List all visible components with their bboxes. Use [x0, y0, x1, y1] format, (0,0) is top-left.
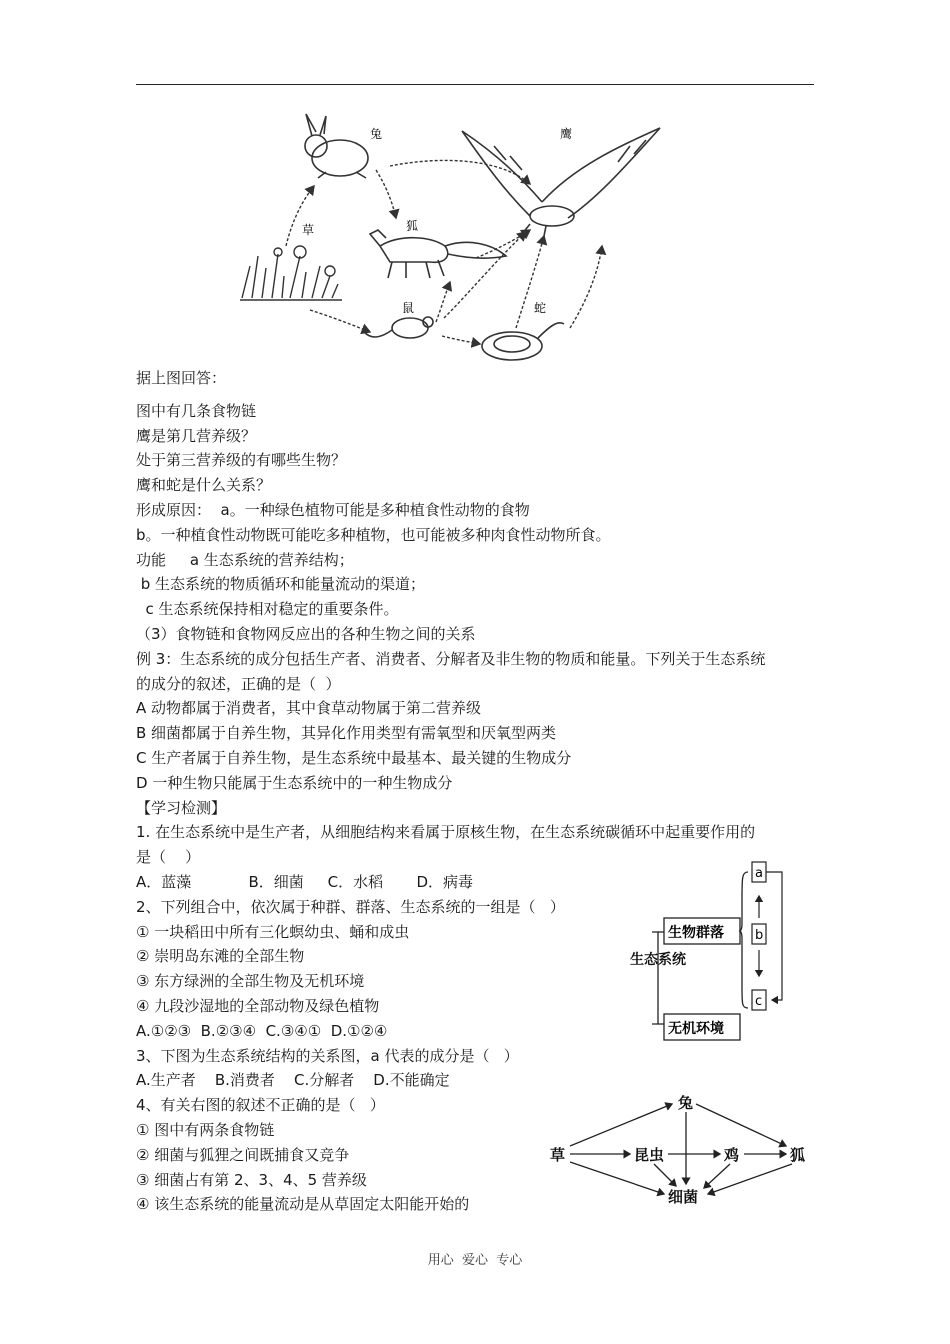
community-label: 生物群落: [668, 925, 724, 941]
header-rule: [136, 84, 814, 85]
eagle-drawing: [462, 128, 660, 236]
web2-arrows: [570, 1104, 792, 1194]
text-line: 的成分的叙述，正确的是（ ）: [136, 674, 341, 693]
text-line: 据上图回答：: [136, 369, 227, 387]
food-web-diagram-2: [548, 1090, 814, 1216]
text-line: ① 一块稻田中所有三化螟幼虫、蛹和成虫: [136, 922, 410, 941]
text-line: 图中有几条食物链: [136, 401, 257, 420]
label-a: a: [755, 866, 763, 881]
text-line: A 动物都属于消费者，其中食草动物属于第二营养级: [136, 699, 482, 718]
node-insect: 昆虫: [634, 1146, 665, 1164]
text-line: C 生产者属于自养生物，是生态系统中最基本、最关键的生物成分: [136, 748, 572, 767]
text-line: 形成原因： a。一种绿色植物可能是多种植食性动物的食物: [136, 500, 530, 519]
text-line: 处于第三营养级的有哪些生物？: [136, 451, 347, 470]
food-web-arrows: [286, 160, 602, 344]
mouse-drawing: [364, 317, 433, 338]
svg-text:生态系统: 生态系统: [630, 952, 686, 968]
label-snake: 蛇: [534, 301, 547, 315]
label-mouse: 鼠: [402, 301, 415, 315]
spacer: [136, 391, 816, 399]
label-c: c: [755, 994, 763, 1009]
text-line: 鹰和蛇是什么关系？: [136, 476, 272, 495]
text-line: ① 图中有两条食物链: [136, 1120, 275, 1139]
text-line: ② 崇明岛东滩的全部生物: [136, 947, 305, 966]
snake-drawing: [482, 323, 564, 360]
text-line: 例 3：生态系统的成分包括生产者、消费者、分解者及非生物的物质和能量。下列关于生态系统: [136, 649, 766, 668]
section-heading: 【学习检测】: [136, 798, 227, 817]
ecosystem-structure-diagram: [624, 858, 794, 1048]
text-line: 功能 a 生态系统的营养结构；: [136, 550, 354, 569]
node-grass: 草: [550, 1146, 566, 1164]
label-b: b: [755, 928, 764, 943]
text-line: 2、下列组合中，依次属于种群、群落、生态系统的一组是（ ）: [136, 897, 565, 916]
text-line: b 生态系统的物质循环和能量流动的渠道；: [136, 575, 426, 594]
ecosystem-bracket: [652, 932, 658, 1024]
text-line: ③ 东方绿洲的全部生物及无机环境: [136, 972, 365, 991]
food-web-figure: [230, 106, 682, 376]
text-line: A．蓝藻 B．细菌 C．水稻 D．病毒: [136, 872, 474, 891]
text-line: B 细菌都属于自养生物，其异化作用类型有需氧型和厌氧型两类: [136, 724, 557, 743]
label-grass: 草: [302, 223, 315, 237]
text-line: D 一种生物只能属于生态系统中的一种生物成分: [136, 773, 453, 792]
text-line: A.①②③ B.②③④ C.③④① D.①②④: [136, 1021, 388, 1040]
text-line: 鹰是第几营养级？: [136, 426, 257, 445]
text-line: ③ 细菌占有第 2、3、4、5 营养级: [136, 1170, 367, 1189]
node-chicken: 鸡: [724, 1146, 740, 1164]
text-line: ④ 九段沙湿地的全部动物及绿色植物: [136, 996, 380, 1015]
text-line: 是（ ）: [136, 848, 201, 867]
text-line: 3、下图为生态系统结构的关系图，a 代表的成分是（ ）: [136, 1046, 519, 1065]
text-line: （3）食物链和食物网反应出的各种生物之间的关系: [136, 624, 476, 643]
text-line: 4、有关右图的叙述不正确的是（ ）: [136, 1096, 385, 1115]
text-line: ④ 该生态系统的能量流动是从草固定太阳能开始的: [136, 1195, 470, 1214]
environment-label: 无机环境: [668, 1021, 724, 1037]
text-line: 1. 在生态系统中是生产者，从细胞结构来看属于原核生物，在生态系统碳循环中起重要作用的: [136, 823, 756, 842]
text-line: b。一种植食性动物既可能吃多种植物，也可能被多种肉食性动物所食。: [136, 525, 611, 544]
grass-drawing: [240, 246, 342, 300]
rabbit-drawing: [305, 114, 368, 178]
label-rabbit: 兔: [370, 127, 383, 141]
node-bacteria: 细菌: [668, 1188, 699, 1206]
label-fox: 狐: [406, 219, 419, 233]
node-fox: 狐: [790, 1146, 806, 1164]
label-eagle: 鹰: [560, 127, 573, 141]
community-bracket: [740, 872, 748, 1008]
text-line: c 生态系统保持相对稳定的重要条件。: [136, 600, 399, 619]
page-footer: 用心 爱心 专心: [427, 1253, 523, 1268]
text-line: A.生产者 B.消费者 C.分解者 D.不能确定: [136, 1071, 450, 1090]
node-rabbit: 兔: [678, 1094, 694, 1112]
text-line: ② 细菌与狐狸之间既捕食又竞争: [136, 1145, 350, 1164]
